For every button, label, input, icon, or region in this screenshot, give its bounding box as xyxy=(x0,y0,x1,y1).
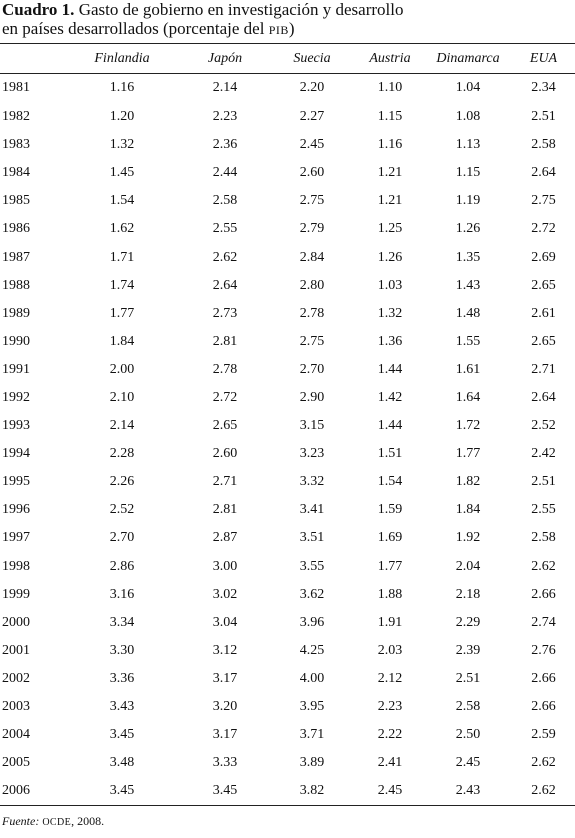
table-row xyxy=(0,187,575,215)
year-cell: 1992 xyxy=(2,389,30,405)
value-cell: 2.90 xyxy=(299,389,325,405)
header-dinamarca: Dinamarca xyxy=(436,50,500,66)
value-cell: 2.73 xyxy=(212,305,238,321)
value-cell: 2.45 xyxy=(377,783,403,799)
table-row xyxy=(0,243,575,271)
year-cell: 1986 xyxy=(2,221,30,237)
value-cell: 1.55 xyxy=(455,333,481,349)
value-cell: 2.36 xyxy=(212,137,238,153)
value-cell: 3.71 xyxy=(299,727,325,743)
value-cell: 2.87 xyxy=(212,530,238,546)
header-finlandia: Finlandia xyxy=(94,50,150,66)
value-cell: 2.52 xyxy=(531,418,556,434)
value-cell: 1.42 xyxy=(377,389,403,405)
value-cell: 2.74 xyxy=(531,614,556,630)
value-cell: 1.32 xyxy=(109,137,135,153)
value-cell: 3.04 xyxy=(212,614,238,630)
value-cell: 2.10 xyxy=(109,389,135,405)
value-cell: 2.62 xyxy=(531,558,556,574)
value-cell: 2.72 xyxy=(212,389,238,405)
value-cell: 2.18 xyxy=(455,586,481,602)
value-cell: 1.26 xyxy=(455,221,481,237)
value-cell: 1.45 xyxy=(109,165,135,181)
value-cell: 1.15 xyxy=(377,109,403,125)
year-cell: 1981 xyxy=(2,80,30,95)
value-cell: 4.25 xyxy=(299,642,325,658)
year-cell: 2002 xyxy=(2,670,30,686)
caption-label: Cuadro 1. xyxy=(2,0,75,19)
table-row xyxy=(0,412,575,440)
value-cell: 1.92 xyxy=(455,530,481,546)
value-cell: 1.88 xyxy=(377,586,403,602)
value-cell: 2.58 xyxy=(455,699,481,715)
value-cell: 1.20 xyxy=(109,109,135,125)
value-cell: 2.14 xyxy=(212,80,238,95)
value-cell: 3.36 xyxy=(109,670,135,686)
value-cell: 2.50 xyxy=(455,727,481,743)
year-cell: 1990 xyxy=(2,333,30,349)
table-body xyxy=(0,73,575,805)
value-cell: 1.71 xyxy=(109,249,135,265)
table-row xyxy=(0,496,575,524)
caption-abbr: PIB xyxy=(268,23,289,37)
year-cell: 2005 xyxy=(2,755,30,771)
value-cell: 2.65 xyxy=(212,418,238,434)
value-cell: 2.62 xyxy=(212,249,238,265)
value-cell: 2.71 xyxy=(212,474,238,490)
source-note xyxy=(2,814,104,829)
table-row xyxy=(0,328,575,356)
value-cell: 2.58 xyxy=(212,193,238,209)
value-cell: 1.91 xyxy=(377,614,403,630)
value-cell: 2.61 xyxy=(531,305,556,321)
value-cell: 2.65 xyxy=(531,277,556,293)
value-cell: 1.62 xyxy=(109,221,135,237)
value-cell: 2.51 xyxy=(455,670,481,686)
table-row xyxy=(0,73,575,103)
value-cell: 3.55 xyxy=(299,558,325,574)
value-cell: 1.16 xyxy=(109,80,135,95)
value-cell: 2.45 xyxy=(455,755,481,771)
caption-line-1 xyxy=(2,0,404,19)
table-row xyxy=(0,159,575,187)
value-cell: 1.44 xyxy=(377,418,403,434)
table-row xyxy=(0,300,575,328)
value-cell: 3.48 xyxy=(109,755,135,771)
year-cell: 1997 xyxy=(2,530,30,546)
caption-close: ) xyxy=(288,19,295,38)
year-cell: 2001 xyxy=(2,642,30,658)
value-cell: 1.08 xyxy=(455,109,481,125)
value-cell: 2.78 xyxy=(212,361,238,377)
value-cell: 2.52 xyxy=(109,502,135,518)
value-cell: 1.74 xyxy=(109,277,135,293)
value-cell: 1.15 xyxy=(455,165,481,181)
value-cell: 1.19 xyxy=(455,193,481,209)
value-cell: 3.20 xyxy=(212,699,238,715)
value-cell: 1.77 xyxy=(377,558,403,574)
bottom-rule xyxy=(0,805,575,806)
year-cell: 1998 xyxy=(2,558,30,574)
year-cell: 1987 xyxy=(2,249,30,265)
table-row xyxy=(0,553,575,581)
value-cell: 2.71 xyxy=(531,361,556,377)
value-cell: 2.55 xyxy=(212,221,238,237)
value-cell: 2.00 xyxy=(109,361,135,377)
value-cell: 1.26 xyxy=(377,249,403,265)
value-cell: 2.45 xyxy=(299,137,325,153)
value-cell: 2.76 xyxy=(531,642,556,658)
table-row xyxy=(0,693,575,721)
value-cell: 2.03 xyxy=(377,642,403,658)
value-cell: 2.86 xyxy=(109,558,135,574)
value-cell: 1.21 xyxy=(377,165,403,181)
year-cell: 1989 xyxy=(2,305,30,321)
header-suecia: Suecia xyxy=(293,50,331,66)
value-cell: 3.95 xyxy=(299,699,325,715)
value-cell: 3.82 xyxy=(299,783,325,799)
value-cell: 2.27 xyxy=(299,109,325,125)
value-cell: 1.10 xyxy=(377,80,403,95)
value-cell: 2.23 xyxy=(377,699,403,715)
year-cell: 1993 xyxy=(2,418,30,434)
value-cell: 3.62 xyxy=(299,586,325,602)
value-cell: 3.51 xyxy=(299,530,325,546)
value-cell: 1.03 xyxy=(377,277,403,293)
caption-line-2 xyxy=(2,19,404,40)
value-cell: 2.23 xyxy=(212,109,238,125)
value-cell: 2.81 xyxy=(212,333,238,349)
value-cell: 1.35 xyxy=(455,249,481,265)
value-cell: 1.13 xyxy=(455,137,481,153)
value-cell: 2.44 xyxy=(212,165,238,181)
value-cell: 1.43 xyxy=(455,277,481,293)
value-cell: 2.22 xyxy=(377,727,403,743)
table-row xyxy=(0,131,575,159)
value-cell: 3.17 xyxy=(212,670,238,686)
value-cell: 2.81 xyxy=(212,502,238,518)
header-year xyxy=(0,44,62,73)
table-row xyxy=(0,103,575,131)
table-row xyxy=(0,721,575,749)
value-cell: 2.66 xyxy=(531,586,556,602)
value-cell: 2.75 xyxy=(299,193,325,209)
value-cell: 2.20 xyxy=(299,80,325,95)
table-row xyxy=(0,609,575,637)
table-row xyxy=(0,581,575,609)
year-cell: 2000 xyxy=(2,614,30,630)
value-cell: 1.61 xyxy=(455,361,481,377)
value-cell: 1.36 xyxy=(377,333,403,349)
value-cell: 1.16 xyxy=(377,137,403,153)
value-cell: 2.43 xyxy=(455,783,481,799)
year-cell: 1985 xyxy=(2,193,30,209)
value-cell: 1.51 xyxy=(377,446,403,462)
source-org: OCDE xyxy=(42,817,72,828)
table-row xyxy=(0,749,575,777)
value-cell: 2.60 xyxy=(212,446,238,462)
year-cell: 1991 xyxy=(2,361,30,377)
value-cell: 1.69 xyxy=(377,530,403,546)
value-cell: 2.41 xyxy=(377,755,403,771)
value-cell: 2.70 xyxy=(299,361,325,377)
value-cell: 3.96 xyxy=(299,614,325,630)
header-eua: EUA xyxy=(529,50,558,66)
value-cell: 2.80 xyxy=(299,277,325,293)
source-year: , 2008. xyxy=(71,814,105,828)
table-row xyxy=(0,440,575,468)
value-cell: 3.45 xyxy=(212,783,238,799)
value-cell: 2.58 xyxy=(531,137,556,153)
value-cell: 2.14 xyxy=(109,418,135,434)
value-cell: 2.60 xyxy=(299,165,325,181)
table-row xyxy=(0,777,575,805)
value-cell: 2.65 xyxy=(531,333,556,349)
caption-title-line1: Gasto de gobierno en investigación y desarrollo xyxy=(78,0,404,19)
value-cell: 3.30 xyxy=(109,642,135,658)
table-row xyxy=(0,637,575,665)
value-cell: 3.33 xyxy=(212,755,238,771)
table-row xyxy=(0,665,575,693)
value-cell: 2.72 xyxy=(531,221,556,237)
year-cell: 2006 xyxy=(2,783,30,799)
year-cell: 1994 xyxy=(2,446,30,462)
value-cell: 3.12 xyxy=(212,642,238,658)
value-cell: 3.41 xyxy=(299,502,325,518)
value-cell: 2.75 xyxy=(299,333,325,349)
year-cell: 1988 xyxy=(2,277,30,293)
value-cell: 2.26 xyxy=(109,474,135,490)
value-cell: 1.77 xyxy=(109,305,135,321)
value-cell: 2.39 xyxy=(455,642,481,658)
value-cell: 2.66 xyxy=(531,699,556,715)
value-cell: 1.32 xyxy=(377,305,403,321)
value-cell: 2.78 xyxy=(299,305,325,321)
value-cell: 2.51 xyxy=(531,109,556,125)
value-cell: 2.62 xyxy=(531,755,556,771)
value-cell: 2.28 xyxy=(109,446,135,462)
value-cell: 1.48 xyxy=(455,305,481,321)
value-cell: 1.82 xyxy=(455,474,481,490)
value-cell: 2.84 xyxy=(299,249,325,265)
year-cell: 1983 xyxy=(2,137,30,153)
data-table xyxy=(0,44,575,805)
value-cell: 2.29 xyxy=(455,614,481,630)
value-cell: 2.59 xyxy=(531,727,556,743)
value-cell: 2.66 xyxy=(531,670,556,686)
value-cell: 3.16 xyxy=(109,586,135,602)
value-cell: 1.25 xyxy=(377,221,403,237)
value-cell: 3.15 xyxy=(299,418,325,434)
value-cell: 2.34 xyxy=(531,80,556,95)
table-row xyxy=(0,468,575,496)
year-cell: 1984 xyxy=(2,165,30,181)
value-cell: 2.04 xyxy=(455,558,481,574)
value-cell: 1.21 xyxy=(377,193,403,209)
value-cell: 1.84 xyxy=(109,333,135,349)
value-cell: 3.45 xyxy=(109,783,135,799)
value-cell: 2.12 xyxy=(377,670,403,686)
value-cell: 2.51 xyxy=(531,474,556,490)
value-cell: 1.54 xyxy=(109,193,135,209)
value-cell: 1.54 xyxy=(377,474,403,490)
value-cell: 3.45 xyxy=(109,727,135,743)
value-cell: 3.17 xyxy=(212,727,238,743)
value-cell: 1.04 xyxy=(455,80,481,95)
value-cell: 1.72 xyxy=(455,418,481,434)
value-cell: 3.02 xyxy=(212,586,238,602)
table-row xyxy=(0,524,575,552)
value-cell: 3.00 xyxy=(212,558,238,574)
source-label: Fuente: xyxy=(2,814,40,828)
value-cell: 1.59 xyxy=(377,502,403,518)
table-row xyxy=(0,272,575,300)
caption-title-line2: en países desarrollados (porcentaje del xyxy=(2,19,265,38)
value-cell: 2.75 xyxy=(531,193,556,209)
table-row xyxy=(0,384,575,412)
table-row xyxy=(0,356,575,384)
value-cell: 2.64 xyxy=(531,165,556,181)
value-cell: 4.00 xyxy=(299,670,325,686)
table-caption xyxy=(2,0,404,40)
value-cell: 3.89 xyxy=(299,755,325,771)
year-cell: 1999 xyxy=(2,586,30,602)
value-cell: 1.44 xyxy=(377,361,403,377)
value-cell: 2.42 xyxy=(531,446,556,462)
year-cell: 2004 xyxy=(2,727,30,743)
header-row xyxy=(0,44,575,73)
year-cell: 2003 xyxy=(2,699,30,715)
year-cell: 1995 xyxy=(2,474,30,490)
value-cell: 1.77 xyxy=(455,446,481,462)
value-cell: 1.64 xyxy=(455,389,481,405)
value-cell: 3.34 xyxy=(109,614,135,630)
value-cell: 2.55 xyxy=(531,502,556,518)
value-cell: 2.69 xyxy=(531,249,556,265)
value-cell: 2.79 xyxy=(299,221,325,237)
header-japon: Japón xyxy=(207,50,243,66)
value-cell: 3.32 xyxy=(299,474,325,490)
value-cell: 2.64 xyxy=(212,277,238,293)
value-cell: 3.43 xyxy=(109,699,135,715)
year-cell: 1996 xyxy=(2,502,30,518)
year-cell: 1982 xyxy=(2,109,30,125)
value-cell: 3.23 xyxy=(299,446,325,462)
value-cell: 2.58 xyxy=(531,530,556,546)
value-cell: 2.62 xyxy=(531,783,556,799)
value-cell: 2.64 xyxy=(531,389,556,405)
header-austria: Austria xyxy=(369,50,411,66)
table-row xyxy=(0,215,575,243)
value-cell: 1.84 xyxy=(455,502,481,518)
value-cell: 2.70 xyxy=(109,530,135,546)
